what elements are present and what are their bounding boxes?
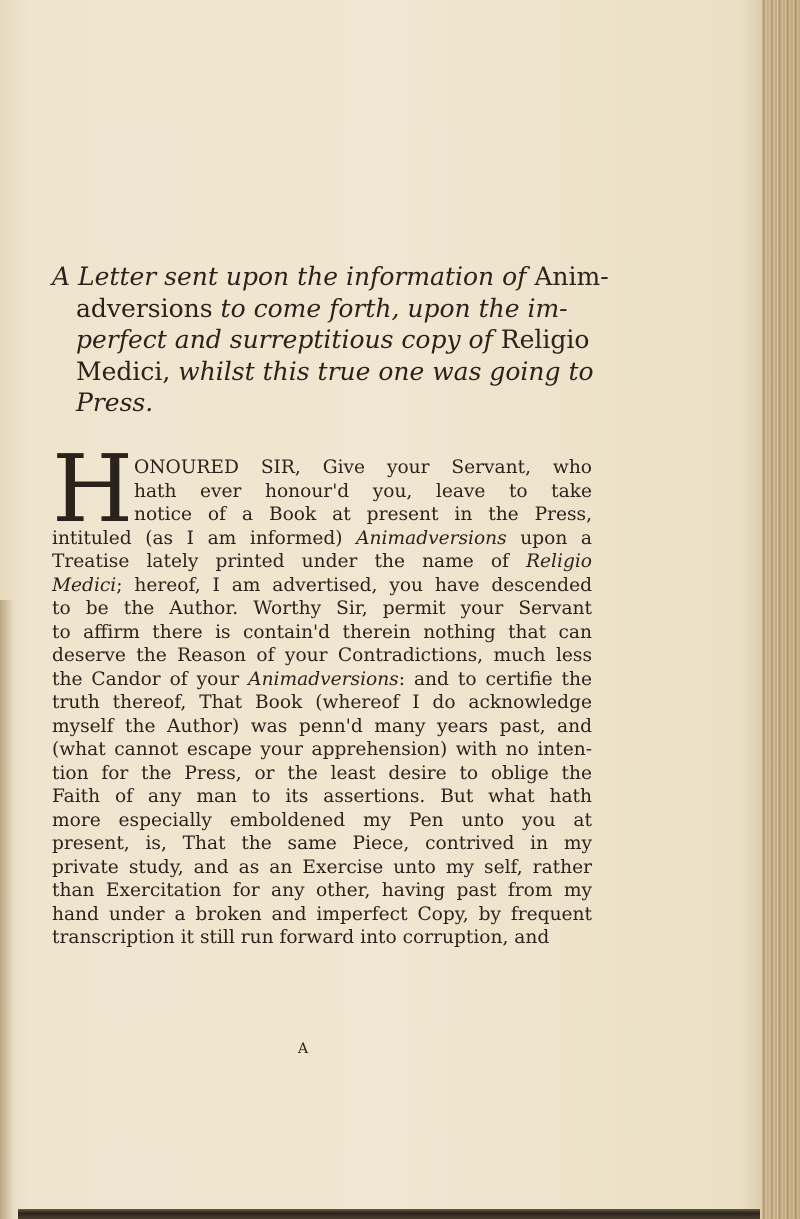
body-line — [52, 456, 592, 480]
text-run: Press. — [76, 388, 154, 417]
text-run: to affirm there is contain'd therein nothing that can — [52, 621, 592, 643]
body-line — [52, 903, 592, 927]
text-run: more especially emboldened my Pen unto you at — [52, 809, 592, 831]
body-line — [52, 738, 592, 762]
body-line — [52, 597, 592, 621]
text-run: ONOURED SIR, Give your Servant, who — [134, 457, 592, 478]
text-run: to be the Author. Worthy Sir, permit your Servant — [52, 598, 592, 619]
letter-body — [52, 435, 592, 950]
page-bottom-edge — [18, 1209, 760, 1219]
body-line — [52, 480, 592, 504]
text-run: Medici, — [76, 356, 179, 386]
text-run: transcription it still run forward into corruption, and — [52, 927, 550, 948]
text-run: hath ever honour'd you, leave to take — [134, 480, 592, 502]
letter-heading — [52, 261, 752, 419]
text-run: (what cannot escape your apprehension) with no inten- — [52, 739, 592, 760]
text-run: notice of a Book at present in the Press, — [134, 504, 592, 525]
body-line — [52, 691, 592, 715]
catchword: A — [298, 1041, 310, 1057]
text-run: Anim- — [534, 262, 609, 291]
text-run: whilst this true one was going to — [178, 356, 594, 386]
heading-line — [52, 261, 752, 293]
text-run: intituled (as I am informed) — [52, 527, 357, 549]
text-run: myself the Author) was penn'd many years past, and — [52, 715, 592, 737]
body-line — [52, 644, 592, 668]
text-run: to come forth, upon the im- — [220, 293, 568, 323]
text-run: Medici — [52, 574, 117, 596]
text-run: deserve the Reason of your Contradictions, much less — [52, 645, 592, 666]
text-run: Religio — [526, 551, 592, 572]
body-line — [52, 926, 592, 950]
body-line — [52, 550, 592, 574]
heading-line — [52, 387, 752, 419]
body-line — [52, 574, 592, 598]
body-line — [52, 856, 592, 880]
text-run: than Exercitation for any other, having past from my — [52, 880, 592, 901]
body-line — [52, 715, 592, 739]
text-run: : and to certifie the — [398, 668, 592, 690]
body-line — [52, 809, 592, 833]
body-line — [52, 832, 592, 856]
gutter-shadow — [0, 600, 14, 1219]
text-run: Animadversions — [356, 527, 507, 549]
text-run: tion for the Press, or the least desire to oblige the — [52, 762, 592, 784]
text-run: truth thereof, That Book (whereof I do acknowledge — [52, 692, 592, 713]
body-line — [52, 527, 592, 551]
text-run: upon a — [506, 527, 592, 549]
text-run: hand under a broken and imperfect Copy, by frequent — [52, 903, 592, 925]
text-run: private study, and as an Exercise unto my self, rather — [52, 856, 592, 878]
text-run: Animadversions — [248, 668, 399, 690]
heading-line — [52, 324, 752, 356]
text-run: perfect and surreptitious copy of — [76, 325, 501, 354]
text-run: Treatise lately printed under the name of — [52, 551, 527, 572]
body-line — [52, 785, 592, 809]
text-run: present, is, That the same Piece, contrived in my — [52, 833, 592, 854]
body-line — [52, 879, 592, 903]
heading-line — [52, 293, 752, 325]
text-run: the Candor of your — [52, 668, 249, 690]
text-run: Religio — [500, 325, 590, 354]
text-run: ; hereof, I am advertised, you have descended — [116, 574, 592, 596]
text-run: adversions — [76, 293, 221, 323]
page-fore-edge — [762, 0, 800, 1219]
text-run: A Letter sent upon the information of — [52, 262, 535, 291]
text-run: Faith of any man to its assertions. But what hath — [52, 786, 592, 807]
body-line — [52, 668, 592, 692]
heading-line — [52, 356, 752, 388]
body-line — [52, 503, 592, 527]
drop-cap: H — [52, 435, 134, 543]
body-line — [52, 621, 592, 645]
body-line — [52, 762, 592, 786]
